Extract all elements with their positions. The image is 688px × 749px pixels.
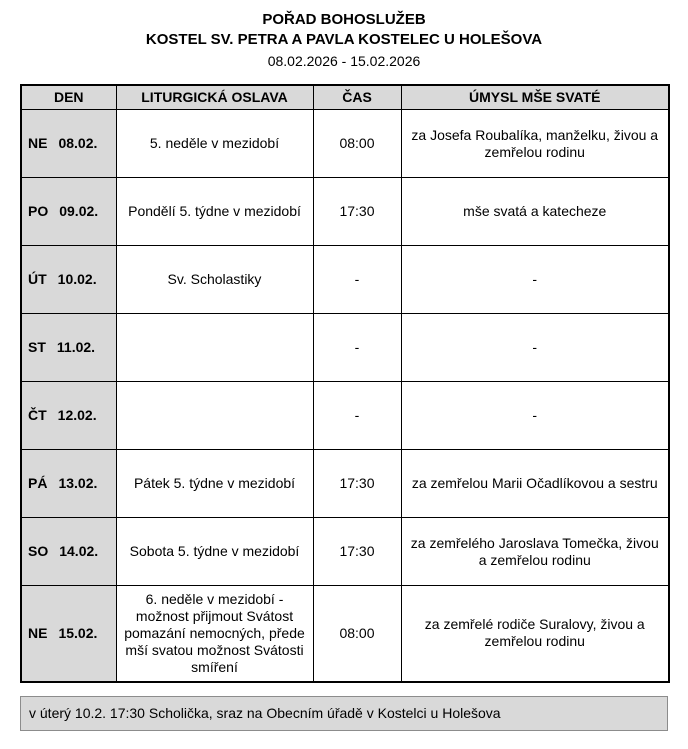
table-row [21, 518, 669, 586]
time-cell: 08:00 [313, 586, 401, 682]
table-row [21, 178, 669, 246]
table-row [21, 382, 669, 450]
table-row [21, 110, 669, 178]
day-abbr: ÚT [28, 271, 47, 287]
time-cell: 17:30 [313, 450, 401, 518]
footer-note: v úterý 10.2. 17:30 Scholička, sraz na Obecním úřadě v Kostelci u Holešova [20, 696, 668, 731]
intention-cell: - [401, 382, 669, 450]
day-abbr: NE [28, 624, 48, 641]
schedule-table [20, 84, 670, 683]
day-abbr: ČT [28, 407, 47, 423]
day-date: 11.02. [56, 339, 96, 355]
day-cell [21, 586, 116, 682]
intention-cell: za zemřelou Marii Očadlíkovou a sestru [401, 450, 669, 518]
date-range: 08.02.2026 - 15.02.2026 [267, 53, 421, 69]
intention-cell: za zemřelého Jaroslava Tomečka, živou a zemřelou rodinu [401, 518, 669, 586]
day-date: 10.02. [57, 271, 97, 287]
table-header-row [21, 85, 669, 110]
celebration-cell: 6. neděle v mezidobí - možnost přijmout Svátost pomazání nemocných, přede mší svatou možnost Svátosti smíření [116, 586, 313, 682]
header-block [20, 10, 668, 71]
day-abbr: SO [28, 543, 49, 559]
time-cell: 08:00 [313, 110, 401, 178]
time-cell: - [313, 382, 401, 450]
day-cell [21, 246, 116, 314]
intention-cell: za Josefa Roubalíka, manželku, živou a zemřelou rodinu [401, 110, 669, 178]
col-header-time: ČAS [313, 85, 401, 110]
table-row [21, 450, 669, 518]
col-header-day: DEN [21, 85, 116, 110]
col-header-intention: ÚMYSL MŠE SVATÉ [401, 85, 669, 110]
page-title: POŘAD BOHOSLUŽEB [262, 11, 426, 28]
day-date: 09.02. [59, 203, 99, 219]
table-row [21, 246, 669, 314]
day-cell [21, 314, 116, 382]
time-cell: 17:30 [313, 518, 401, 586]
day-date: 13.02. [58, 475, 98, 491]
col-header-celebration: LITURGICKÁ OSLAVA [116, 85, 313, 110]
celebration-cell: Sv. Scholastiky [116, 246, 313, 314]
day-cell [21, 518, 116, 586]
day-abbr: NE [28, 135, 48, 151]
celebration-cell: Pondělí 5. týdne v mezidobí [116, 178, 313, 246]
time-cell: - [313, 314, 401, 382]
day-date: 08.02. [58, 135, 98, 151]
celebration-cell: 5. neděle v mezidobí [116, 110, 313, 178]
day-date: 12.02. [57, 407, 97, 423]
day-cell [21, 450, 116, 518]
day-abbr: PÁ [28, 475, 48, 491]
day-cell [21, 382, 116, 450]
intention-cell: - [401, 314, 669, 382]
time-cell: 17:30 [313, 178, 401, 246]
day-date: 15.02. [58, 624, 98, 641]
celebration-cell: Pátek 5. týdne v mezidobí [116, 450, 313, 518]
celebration-cell [116, 382, 313, 450]
time-cell: - [313, 246, 401, 314]
celebration-cell: Sobota 5. týdne v mezidobí [116, 518, 313, 586]
table-row [21, 586, 669, 682]
day-abbr: PO [28, 203, 49, 219]
intention-cell: mše svatá a katecheze [401, 178, 669, 246]
day-date: 14.02. [59, 543, 99, 559]
intention-cell: za zemřelé rodiče Suralovy, živou a zemřelou rodinu [401, 586, 669, 682]
intention-cell: - [401, 246, 669, 314]
day-abbr: ST [28, 339, 46, 355]
table-row [21, 314, 669, 382]
celebration-cell [116, 314, 313, 382]
church-name: KOSTEL SV. PETRA A PAVLA KOSTELEC U HOLEŠOVA [145, 31, 543, 48]
day-cell [21, 178, 116, 246]
day-cell [21, 110, 116, 178]
